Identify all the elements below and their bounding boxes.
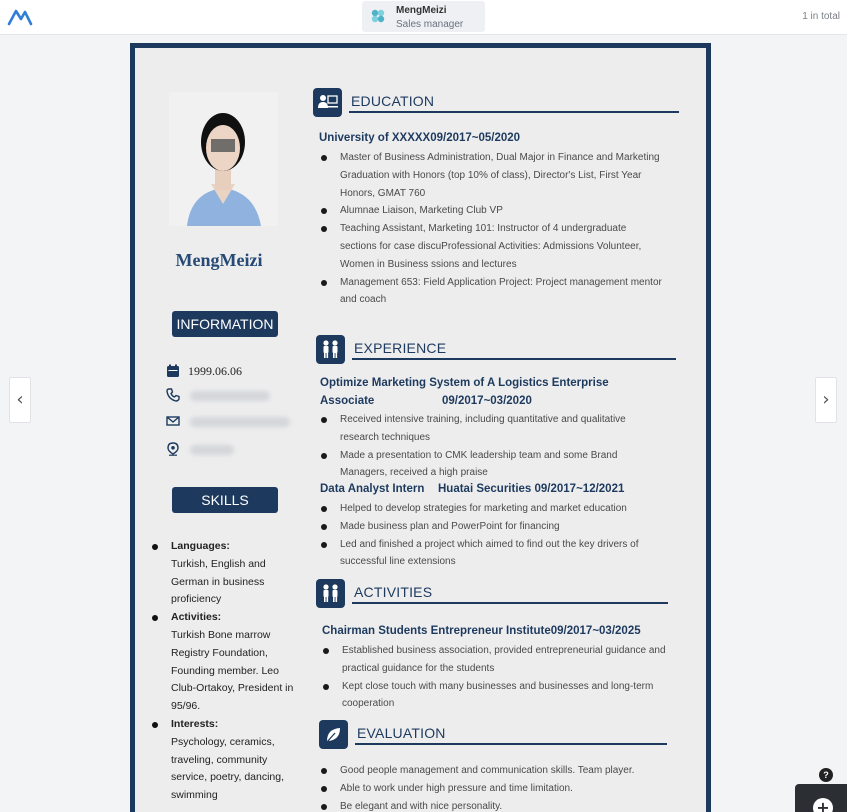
owner-name: MengMeizi (396, 5, 447, 16)
bullet-item: Received intensive training, including quantitative and qualitative research techniques (319, 411, 664, 447)
bullet-item: Established business association, provided entrepreneurial guidance and practical guidance for the students (321, 642, 666, 678)
education-bullets (319, 149, 664, 309)
experience-title: EXPERIENCE (354, 340, 447, 356)
education-school: University of XXXXX09/2017~05/2020 (319, 132, 521, 144)
email-redacted (190, 417, 290, 427)
leaf-icon (319, 720, 348, 749)
job2-role: Data Analyst Intern (320, 483, 425, 495)
birthdate-value: 1999.06.06 (188, 364, 242, 378)
bullet-item: Made a presentation to CMK leadership team and some Brand Managers, received a high praise (319, 447, 664, 483)
owner-role: Sales manager (396, 19, 464, 30)
phone-row (166, 386, 306, 404)
owner-card[interactable] (362, 1, 485, 32)
resume-page (130, 43, 711, 812)
activities-heading: Chairman Students Entrepreneur Institute09/2017~03/2025 (322, 625, 641, 637)
skill-label: Interests: (171, 717, 219, 730)
add-icon: + (813, 798, 833, 812)
skill-text: Turkish, English and German in business proficiency (171, 557, 266, 606)
section-divider (352, 358, 676, 360)
graduation-icon (313, 88, 342, 117)
skill-text: Psychology, ceramics, traveling, community service, poetry, dancing, swimming (171, 735, 285, 802)
skill-item (150, 609, 305, 716)
skill-item (150, 538, 305, 609)
education-section-header (313, 88, 679, 118)
skill-label: Languages: (171, 540, 230, 552)
activities-title: ACTIVITIES (354, 584, 433, 600)
skill-text: Turkish Bone marrow Registry Foundation, Founding member. Leo Club-Ortakoy, President in 95/96. (171, 628, 294, 713)
calendar-icon (166, 364, 180, 378)
people-icon (316, 335, 345, 364)
section-divider (355, 743, 667, 745)
profile-photo (169, 92, 278, 226)
evaluation-bullets (319, 762, 669, 812)
top-bar (0, 0, 847, 35)
bullet-item: Be elegant and with nice personality. (319, 798, 669, 812)
job1-bullets (319, 411, 664, 482)
address-redacted (190, 445, 234, 455)
email-row (166, 412, 326, 430)
section-divider (352, 602, 668, 604)
help-button[interactable]: ? (819, 768, 833, 782)
education-title: EDUCATION (351, 93, 435, 109)
bullet-item: Led and finished a project which aimed to find out the key drivers of successful line extensions (319, 536, 664, 572)
page-count: 1 in total (802, 11, 840, 22)
bullet-item: Management 653: Field Application Project: Project management mentor and coach (319, 274, 664, 310)
skills-list (150, 538, 305, 805)
job2-company: Huatai Securities 09/2017~12/2021 (438, 483, 625, 495)
resume-brand-icon (370, 8, 386, 24)
job1-date: 09/2017~03/2020 (442, 395, 532, 407)
bullet-item: Kept close touch with many businesses and businesses and long-term cooperation (321, 678, 666, 714)
previous-page-button[interactable]: ‹ (9, 377, 31, 423)
phone-icon (166, 388, 180, 402)
next-page-button[interactable]: › (815, 377, 837, 423)
evaluation-section-header (319, 720, 685, 750)
candidate-name: MengMeizi (175, 250, 263, 270)
bullet-item: Alumnae Liaison, Marketing Club VP (319, 202, 664, 220)
job1-project: Optimize Marketing System of A Logistics Enterprise (320, 377, 609, 389)
phone-redacted (190, 391, 270, 401)
bullet-item: Able to work under high pressure and time limitation. (319, 780, 669, 798)
floating-action-button[interactable] (795, 784, 847, 812)
bullet-item: Teaching Assistant, Marketing 101: Instructor of 4 undergraduate sections for case discuProfessional Activities: Admissions Volunteer, Women in Business ssions and lectures (319, 220, 664, 273)
location-pin-icon (166, 442, 180, 456)
skills-heading: SKILLS (172, 487, 278, 513)
job2-bullets (319, 500, 664, 571)
location-row (166, 440, 306, 458)
evaluation-title: EVALUATION (357, 725, 446, 741)
information-heading: INFORMATION (172, 311, 278, 337)
bullet-item: Helped to develop strategies for marketing and market education (319, 500, 664, 518)
section-divider (349, 111, 679, 113)
skill-item (150, 716, 305, 805)
activities-section-header (316, 579, 682, 609)
activities-bullets (321, 642, 666, 713)
skill-label: Activities: (171, 611, 222, 624)
app-logo-icon[interactable] (7, 7, 33, 27)
experience-section-header (316, 335, 682, 365)
bullet-item: Master of Business Administration, Dual Major in Finance and Marketing Graduation with Honors (top 10% of class), Director's List, First Year Honors, GMAT 760 (319, 149, 664, 202)
bullet-item: Good people management and communication skills. Team player. (319, 762, 669, 780)
people-icon (316, 579, 345, 608)
birthdate-row (166, 362, 306, 380)
job1-role: Associate (320, 395, 375, 407)
bullet-item: Made business plan and PowerPoint for financing (319, 518, 664, 536)
email-icon (166, 414, 180, 428)
